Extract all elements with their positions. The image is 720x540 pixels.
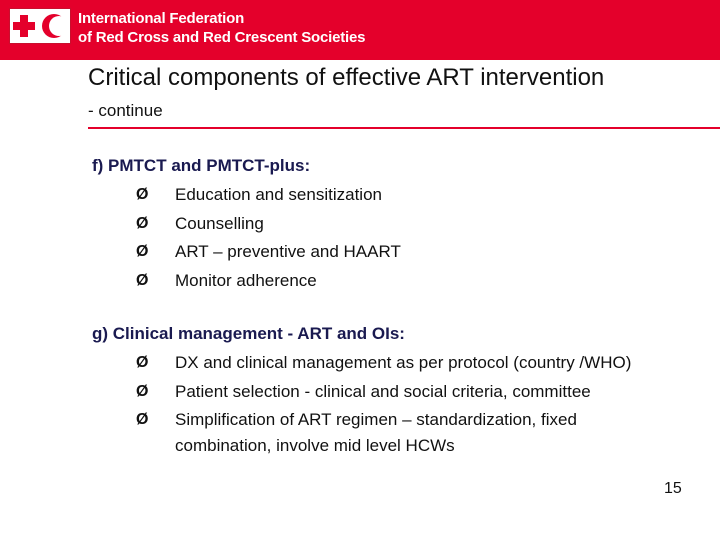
list-item: DX and clinical management as per protocol (country /WHO) [175,353,632,372]
red-cross-crescent-logo [9,8,71,44]
list-item: ART – preventive and HAART [175,242,401,261]
arrow-bullet-icon: Ø [136,215,149,232]
list-item: Education and sensitization [175,185,382,204]
arrow-bullet-icon: Ø [136,383,149,400]
list-item: Simplification of ART regimen – standardization, fixed [175,410,577,429]
list-item: Counselling [175,214,264,233]
header-bar [0,0,720,60]
organization-name [78,9,365,47]
slide-title: Critical components of effective ART intervention [88,64,605,91]
list-item: Patient selection - clinical and social criteria, committee [175,382,591,401]
slide-subtitle: - continue [88,101,163,120]
org-name-line1: International Federation [78,10,245,27]
page-number: 15 [664,480,682,497]
arrow-bullet-icon: Ø [136,272,149,289]
arrow-bullet-icon: Ø [136,243,149,260]
list-item-continuation: combination, involve mid level HCWs [175,436,455,455]
arrow-bullet-icon: Ø [136,411,149,428]
arrow-bullet-icon: Ø [136,186,149,203]
section-heading-clinical-management: g) Clinical management - ART and OIs: [92,324,405,343]
org-name-line2: of Red Cross and Red Crescent Societies [78,29,366,46]
title-divider [88,127,720,129]
list-item: Monitor adherence [175,271,317,290]
arrow-bullet-icon: Ø [136,354,149,371]
section-heading-pmtct: f) PMTCT and PMTCT-plus: [92,156,311,175]
